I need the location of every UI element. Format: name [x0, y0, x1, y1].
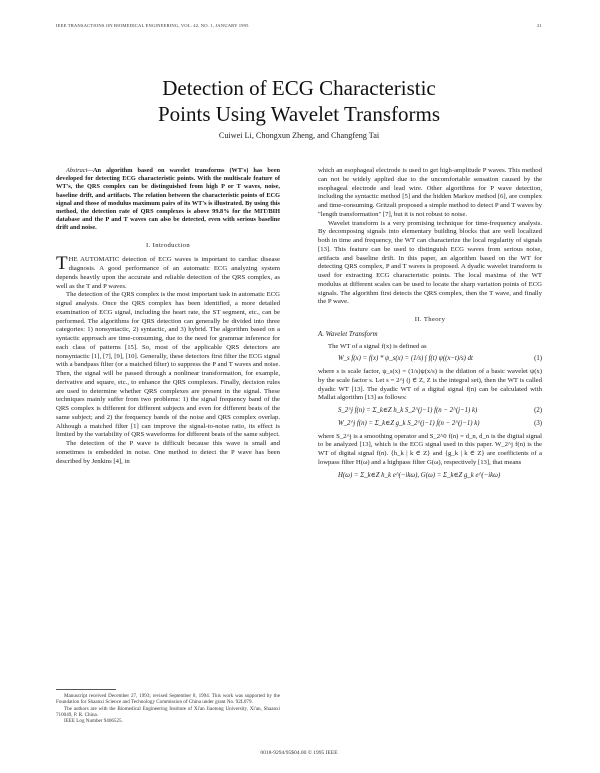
page-number: 21 — [537, 23, 542, 28]
footnote-rule — [56, 689, 116, 690]
footer-copyright: 0018-9294/95$04.00 © 1995 IEEE — [260, 750, 338, 756]
equation-3 — [318, 420, 542, 429]
author-list: Cuiwei Li, Chongxun Zheng, and Changfeng Tai — [218, 131, 380, 140]
left-column — [56, 167, 280, 466]
right-column — [318, 167, 542, 484]
footnote-3: IEEE Log Number 9406525. — [64, 718, 123, 725]
journal-line: IEEE TRANSACTIONS ON BIOMEDICAL ENGINEERING, VOL. 42, NO. 1, JANUARY 1995 — [56, 23, 249, 28]
title-line-1: Detection of ECG Characteristic — [162, 76, 436, 100]
section-heading-theory: II. Theory — [414, 316, 446, 323]
equation-4 — [318, 472, 542, 481]
footnotes — [56, 689, 280, 724]
right-paragraph-1: which an esophageal electrode is used to get high-amplitude P waves. This method can not be widely applied due to the uncomfortable sensation caused by the esophageal electrode and lead wire. Other algorithms for P wave detection, including the syntactic method [5] and the hidden Markov method [6], are complex and time-consuming. Gritzali proposed a simple method to detect P and T waves by "length transformation" [7], but it is not robust to noise. — [318, 167, 542, 218]
equation-2 — [318, 407, 542, 416]
abstract-text: An algorithm based on wavelet transforms (WT's) has been developed for detecting ECG characteristic points. With the multiscale feature of WT's, the QRS complex can be distinguished from high P or T waves, noise, baseline drift, and artifacts. The relation between the characteristic points of ECG signal and those of modulus maximum pairs of its WT's is illustrated. By using this method, the detection rate of QRS complexes is above 99.8% for the MIT/BIH database and the P and T waves can also be detected, even with serious baseline drift and noise. — [56, 167, 280, 232]
right-paragraph-3: The WT of a signal f(x) is defined as — [328, 342, 427, 350]
equation-2-number: (2) — [534, 407, 542, 414]
paper-title — [56, 75, 542, 127]
equation-3-number: (3) — [534, 419, 542, 427]
equation-1 — [318, 355, 542, 364]
running-header — [56, 23, 542, 28]
footnote-2: The authors are with the Biomedical Engineering Institute of Xi'an Jiaotong University, Xi'an, Shaanxi 710049, P. R. China. — [56, 705, 280, 718]
section-heading-introduction: I. Introduction — [145, 241, 191, 249]
intro-p1-text: HE AUTOMATIC detection of ECG waves is important to cardiac disease diagnosis. A good performance of an automatic ECG analyzing system depends heavily upon the accurate and reliable detection of the QRS complex, as well as the T and P waves. — [56, 256, 280, 290]
title-line-2: Points Using Wavelet Transforms — [157, 102, 441, 126]
equation-1-number: (1) — [534, 355, 542, 363]
equation-2-body: S_2^j f(n) = Σ_k∈Z h_k S_2^(j−1) f(n − 2^(j−1) k) — [338, 407, 478, 414]
abstract-label: Abstract— — [66, 167, 93, 174]
drop-cap: T — [56, 253, 68, 275]
footnote-1: Manuscript received December 27, 1993; revised September 8, 1994. This work was supported by the Foundation for Shaanxi Science and Technology Commission of China under grant No. 92L079. — [56, 693, 280, 706]
equation-3-body: W_2^j f(n) = Σ_k∈Z g_k S_2^(j−1) f(n − 2^(j−1) k) — [338, 419, 480, 427]
intro-paragraph-3: The detection of the P wave is difficult because this wave is small and sometimes is embedded in noise. One method to detect the P wave has been described by Jenkins [4], in — [56, 440, 280, 465]
right-paragraph-4: where s is scale factor, ψ_s(x) = (1/s)ψ(x/s) is the dilation of a basic wavelet ψ(x) by the scale factor s. Let s = 2^j (j ∈ Z, Z is the integral set), then the WT is called dyadic WT [13]. The dyadic WT of a digital signal f(n) can be calculated with Mallat algorithm [13] as follows: — [318, 368, 542, 402]
abstract — [56, 167, 280, 233]
equation-1-body: W_s f(x) = f(x) * ψ_s(x) = (1/s) ∫ f(t) ψ((x−t)/s) dt — [338, 355, 473, 363]
equation-4-body: H(ω) = Σ_k∈Z h_k e^(−ikω), G(ω) = Σ_k∈Z g_k e^(−ikω) — [338, 471, 501, 479]
intro-paragraph-2: The detection of the QRS complex is the most important task in automatic ECG signal analysis. Once the QRS complex has been identified, a more detailed examination of ECG signal, including the heart rate, the ST segment, etc., can be performed. The algorithms for QRS detection can generally be divided into three categories: 1) nonsyntactic, 2) syntactic, and 3) hybrid. The algorithm based on a syntactic approach are time-consuming, due to the need for grammar inference for each class of patterns [15]. So, most of the applicable QRS detectors are nonsyntactic [1], [7], [9], [10]. Generally, these detectors first filter the ECG signal with a bandpass filter (or a matched filter) to suppress the P and T waves and noise. Then, the signal will be passed through a nonlinear transformation, for example, derivative and square, etc., to enhance the QRS complexes. Finally, decision rules are used to determine whether QRS complexes are present in the signal. These techniques mainly suffer from two problems: 1) the signal frequency band of the QRS complex is different for different subjects and even for different beats of the same subject; and 2) the frequency bands of the noise and QRS complex overlap. Although a matched filter [1] can improve the signal-to-noise ratio, its effect is limited by the variability of QRS waveforms for different beats of the same subject. — [56, 291, 280, 439]
intro-paragraph-1 — [56, 253, 280, 291]
right-paragraph-5: where S_2^j is a smoothing operator and S_2^0 f(n) = d_n, d_n is the digital signal to be analyzed [13], which is the ECG signal used in this paper. W_2^j f(n) is the WT of digital signal f(n). {h_k | k ∈ Z} and {g_k | k ∈ Z} are coefficients of a lowpass filter H(ω) and a highpass filter G(ω), respectively [13], that means — [318, 432, 542, 466]
subsection-heading-wavelet: A. Wavelet Transform — [318, 330, 378, 338]
right-paragraph-2: Wavelet transform is a very promising technique for time-frequency analysis. By decomposing signals into elementary building blocks that are well localized both in time and frequency, the WT can characterize the local regularity of signals [13]. This feature can be used to distinguish ECG waves from serious noise, artifacts and baseline drift. In this paper, an algorithm based on the WT for detecting QRS complex, P and T waves is proposed. A dyadic wavelet transform is used for extracting ECG characteristic points. The local maxima of the WT modulus at different scales can be used to locate the sharp variation points of ECG signals. The algorithm first detects the QRS complex, then the T wave, and finally the P wave. — [318, 219, 542, 306]
